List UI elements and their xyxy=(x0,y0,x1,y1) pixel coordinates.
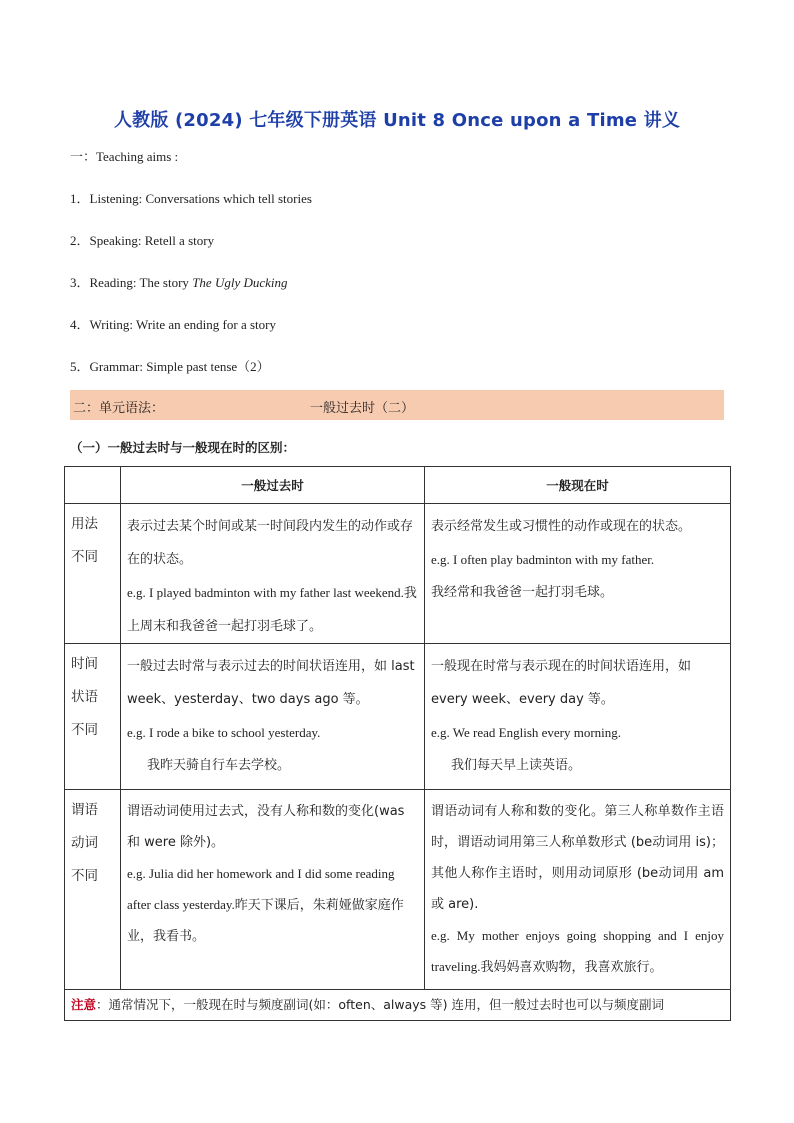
aim-label: Listening: xyxy=(89,191,143,206)
row-label xyxy=(65,644,121,790)
table-header-cell xyxy=(65,467,121,504)
comparison-table xyxy=(64,466,731,1021)
aim-text: The story xyxy=(136,275,193,290)
note-row xyxy=(65,990,731,1021)
aim-text: Conversations which tell stories xyxy=(142,191,312,206)
table-header-past: 一般过去时 xyxy=(121,467,425,504)
row-label xyxy=(65,504,121,644)
aim-item xyxy=(70,272,288,291)
table-header-present: 一般现在时 xyxy=(425,467,731,504)
cell-translation: 我昨天骑自行车去学校。 xyxy=(147,758,291,773)
row-label-text: 用法 不同 xyxy=(71,516,98,565)
present-cell xyxy=(425,790,731,990)
aim-number: 2． xyxy=(70,233,90,248)
table-header-row xyxy=(65,467,731,504)
cell-paragraph: 表示过去某个时间或某一时间段内发生的动作或存在的状态。 xyxy=(127,519,414,567)
note-label: 注意 xyxy=(71,997,97,1012)
subheading: （一）一般过去时与一般现在时的区别： xyxy=(70,440,296,455)
cell-example: e.g. I played badminton with my father last weekend.我上周末和我爸爸一起打羽毛球了。 xyxy=(127,585,417,633)
aims-heading: 一：Teaching aims : xyxy=(70,149,179,164)
aim-text: Write an ending for a story xyxy=(133,317,276,332)
aim-label: Writing: xyxy=(89,317,134,332)
row-label-text: 时间 状语 不同 xyxy=(71,656,98,738)
cell-translation: 我们每天早上读英语。 xyxy=(451,758,582,773)
cell-example: e.g. We read English every morning. xyxy=(431,725,622,740)
row-label-text: 谓语 动词 不同 xyxy=(71,802,98,884)
cell-translation: 我经常和我爸爸一起打羽毛球。 xyxy=(431,585,614,600)
banner-right-text: 一般过去时（二） xyxy=(310,401,415,416)
note-text: ：通常情况下，一般现在时与频度副词(如：often、always 等) 连用，但一般过去时也可以与频度副词 xyxy=(96,997,664,1012)
aim-text: Simple past tense（2） xyxy=(142,359,270,374)
aim-number: 4． xyxy=(70,317,90,332)
aim-label: Reading: xyxy=(89,275,137,290)
section-banner xyxy=(70,390,724,420)
aim-number: 5． xyxy=(70,359,90,374)
aim-item xyxy=(70,230,214,249)
aim-text: Retell a story xyxy=(141,233,215,248)
cell-paragraph: 谓语动词使用过去式，没有人称和数的变化(was 和 were 除外)。 xyxy=(127,804,405,850)
banner-left-text: 二：单元语法： xyxy=(73,401,165,416)
cell-example: e.g. Julia did her homework and I did some reading after class yesterday.昨天下课后，朱莉娅做家庭作业，我看书。 xyxy=(127,866,404,943)
past-cell xyxy=(121,790,425,990)
document-title: 人教版 (2024) 七年级下册英语 Unit 8 Once upon a Time 讲义 xyxy=(113,110,681,131)
aim-item xyxy=(70,356,270,375)
note-cell xyxy=(65,990,731,1021)
present-cell xyxy=(425,504,731,644)
cell-paragraph: 表示经常发生或习惯性的动作或现在的状态。 xyxy=(431,519,692,534)
past-cell xyxy=(121,504,425,644)
aim-item xyxy=(70,314,276,333)
table-row xyxy=(65,644,731,790)
cell-paragraph: 谓语动词有人称和数的变化。第三人称单数作主语时，谓语动词用第三人称单数形式 (be动词用 is)；其他人称作主语时，则用动词原形 (be动词用 am 或 are). xyxy=(431,804,724,912)
cell-paragraph: 一般现在时常与表示现在的时间状语连用，如 every week、every day 等。 xyxy=(431,659,692,707)
cell-example: e.g. My mother enjoys going shopping and I enjoy traveling.我妈妈喜欢购物，我喜欢旅行。 xyxy=(431,928,724,974)
table-row xyxy=(65,790,731,990)
cell-example: e.g. I rode a bike to school yesterday. xyxy=(127,725,321,740)
table-row xyxy=(65,504,731,644)
aim-number: 3． xyxy=(70,275,90,290)
aim-label: Grammar: xyxy=(89,359,143,374)
aim-item xyxy=(70,188,312,207)
cell-example: e.g. I often play badminton with my father. xyxy=(431,552,655,567)
aim-label: Speaking: xyxy=(89,233,142,248)
row-label xyxy=(65,790,121,990)
aim-italic-title: The Ugly Ducking xyxy=(192,275,288,290)
aim-number: 1． xyxy=(70,191,90,206)
cell-paragraph: 一般过去时常与表示过去的时间状语连用，如 last week、yesterday、two days ago 等。 xyxy=(127,659,415,707)
past-cell xyxy=(121,644,425,790)
present-cell xyxy=(425,644,731,790)
